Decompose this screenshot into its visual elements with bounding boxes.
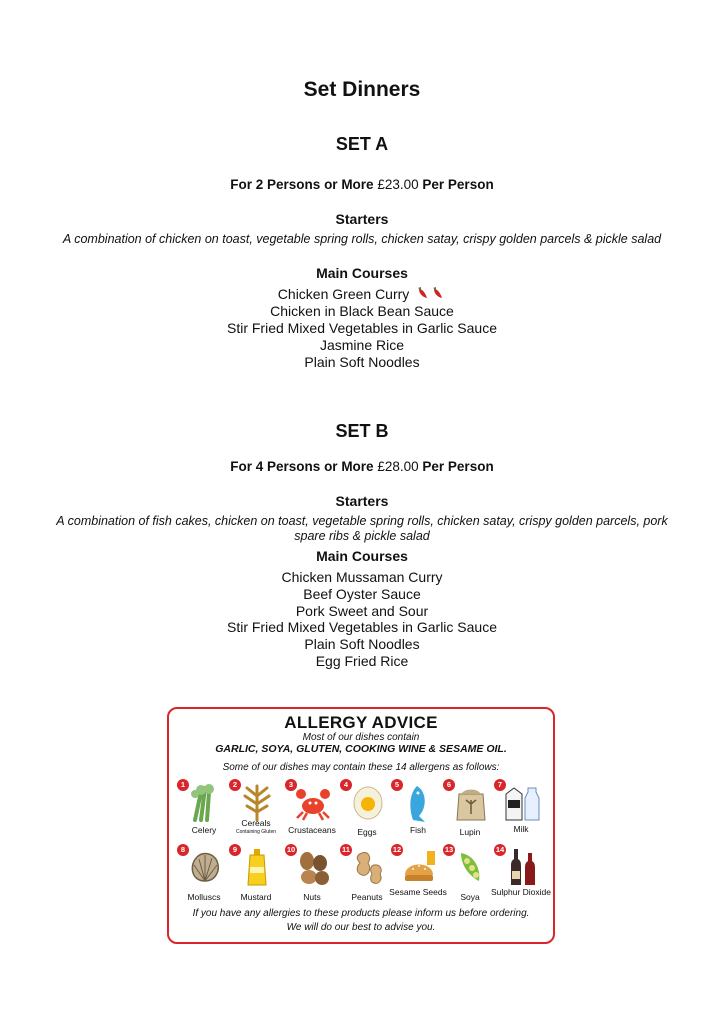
fish-icon <box>399 782 439 822</box>
allergen-sublabel: Containing Gluten <box>235 829 277 835</box>
allergen-label: Lupin <box>459 827 481 837</box>
set-a-main-item: Plain Soft Noodles <box>304 354 420 370</box>
set-b-starters-heading: Starters <box>335 493 389 509</box>
set-a-main-item: Jasmine Rice <box>319 337 405 353</box>
set-a-title: SET A <box>335 134 389 154</box>
allergen-number: 8 <box>177 844 189 856</box>
allergen-number: 12 <box>392 845 402 854</box>
allergen-number: 5 <box>391 779 403 791</box>
allergen-number: 2 <box>229 779 241 791</box>
allergen-label: Peanuts <box>351 892 383 902</box>
allergen-label: Fish <box>409 825 427 835</box>
soy-bean-icon <box>451 847 491 887</box>
set-b-main-heading: Main Courses <box>316 548 408 564</box>
egg-icon <box>348 782 388 822</box>
nuts-icon <box>293 847 333 887</box>
allergy-footer-inform: If you have any allergies to these products please inform us before ordering. <box>192 908 530 919</box>
wine-bottle-icon <box>502 847 542 887</box>
set-b-price-line <box>0 459 724 474</box>
celery-icon <box>185 782 225 822</box>
set-b-main-item: Pork Sweet and Sour <box>295 603 429 619</box>
set-b-starters-desc: A combination of fish cakes, chicken on toast, vegetable spring rolls, chicken satay, crispy golden parcels, pork spare ribs & pickle salad <box>56 514 668 543</box>
allergen-label: Eggs <box>357 827 377 837</box>
allergy-list-intro: Some of our dishes may contain these 14 allergens as follows: <box>222 762 500 773</box>
set-a-price: £23.00 <box>377 177 419 192</box>
allergen-mustard <box>229 844 283 906</box>
set-a-starters-desc: A combination of chicken on toast, vegetable spring rolls, chicken satay, crispy golden parcels & pickle salad <box>62 232 662 246</box>
set-a-starters-heading: Starters <box>335 211 389 227</box>
allergen-number: 14 <box>495 845 505 854</box>
set-b-main-item: Chicken Mussaman Curry <box>281 569 443 585</box>
allergen-number: 3 <box>285 779 297 791</box>
allergen-label: Mustard <box>240 892 272 902</box>
allergy-common-ingredients: GARLIC, SOYA, GLUTEN, COOKING WINE & SESAME OIL. <box>215 743 507 755</box>
allergen-sulphur-dioxide <box>490 844 551 906</box>
allergy-title: ALLERGY ADVICE <box>284 713 438 732</box>
allergen-number: 13 <box>444 845 454 854</box>
set-b-per-person: Per Person <box>422 459 494 474</box>
allergen-label: Celery <box>191 825 217 835</box>
set-b-persons: For 4 Persons or More <box>230 459 374 474</box>
allergen-label: Cereals <box>241 818 271 828</box>
allergen-number: 1 <box>177 779 189 791</box>
allergen-label: Molluscs <box>187 892 221 902</box>
allergen-crustaceans <box>285 779 339 841</box>
set-b-title: SET B <box>335 421 389 441</box>
allergen-number: 7 <box>494 779 506 791</box>
allergen-nuts <box>285 844 339 906</box>
set-b-price: £28.00 <box>377 459 419 474</box>
allergen-number: 9 <box>229 844 241 856</box>
allergen-number: 11 <box>340 844 352 856</box>
set-a-main-item: Stir Fried Mixed Vegetables in Garlic Sauce <box>226 320 497 336</box>
set-a-per-person: Per Person <box>422 177 494 192</box>
milk-icon <box>502 782 542 822</box>
set-a-main-heading: Main Courses <box>316 265 408 281</box>
set-b-main-item: Plain Soft Noodles <box>304 636 420 652</box>
allergy-footer-advise: We will do our best to advise you. <box>286 922 436 933</box>
allergen-milk <box>494 779 548 841</box>
allergen-number: 4 <box>340 779 352 791</box>
allergen-number: 10 <box>286 845 296 854</box>
peanut-icon <box>348 847 388 887</box>
wheat-icon <box>237 782 277 822</box>
set-a-price-line <box>0 177 724 192</box>
set-b-main-item: Stir Fried Mixed Vegetables in Garlic Sauce <box>226 619 497 635</box>
set-a-persons: For 2 Persons or More <box>230 177 374 192</box>
set-a-main-item-text: Chicken Green Curry <box>277 286 410 302</box>
allergen-label: Crustaceans <box>288 825 336 835</box>
allergen-label: Milk <box>513 824 529 834</box>
set-a-main-item <box>0 286 724 304</box>
mustard-icon <box>237 847 277 887</box>
allergen-number: 6 <box>443 779 455 791</box>
set-a-main-item: Chicken in Black Bean Sauce <box>270 303 454 319</box>
sesame-bun-icon <box>399 847 439 887</box>
allergy-advice-box <box>167 707 555 944</box>
crab-icon <box>293 782 333 822</box>
set-b-main-item: Egg Fried Rice <box>315 653 409 669</box>
allergy-intro: Most of our dishes contain <box>302 732 420 743</box>
lupin-flour-icon <box>451 782 491 822</box>
set-b-main-item: Beef Oyster Sauce <box>303 586 421 602</box>
allergen-label: Nuts <box>303 892 321 902</box>
shell-icon <box>185 847 225 887</box>
allergen-label: Soya <box>460 892 480 902</box>
page-title: Set Dinners <box>303 78 421 101</box>
allergen-label: Sulphur Dioxide <box>490 887 551 897</box>
allergen-label: Sesame Seeds <box>389 887 447 897</box>
allergen-cereals <box>229 779 283 841</box>
chili-pepper-icon <box>416 286 446 304</box>
